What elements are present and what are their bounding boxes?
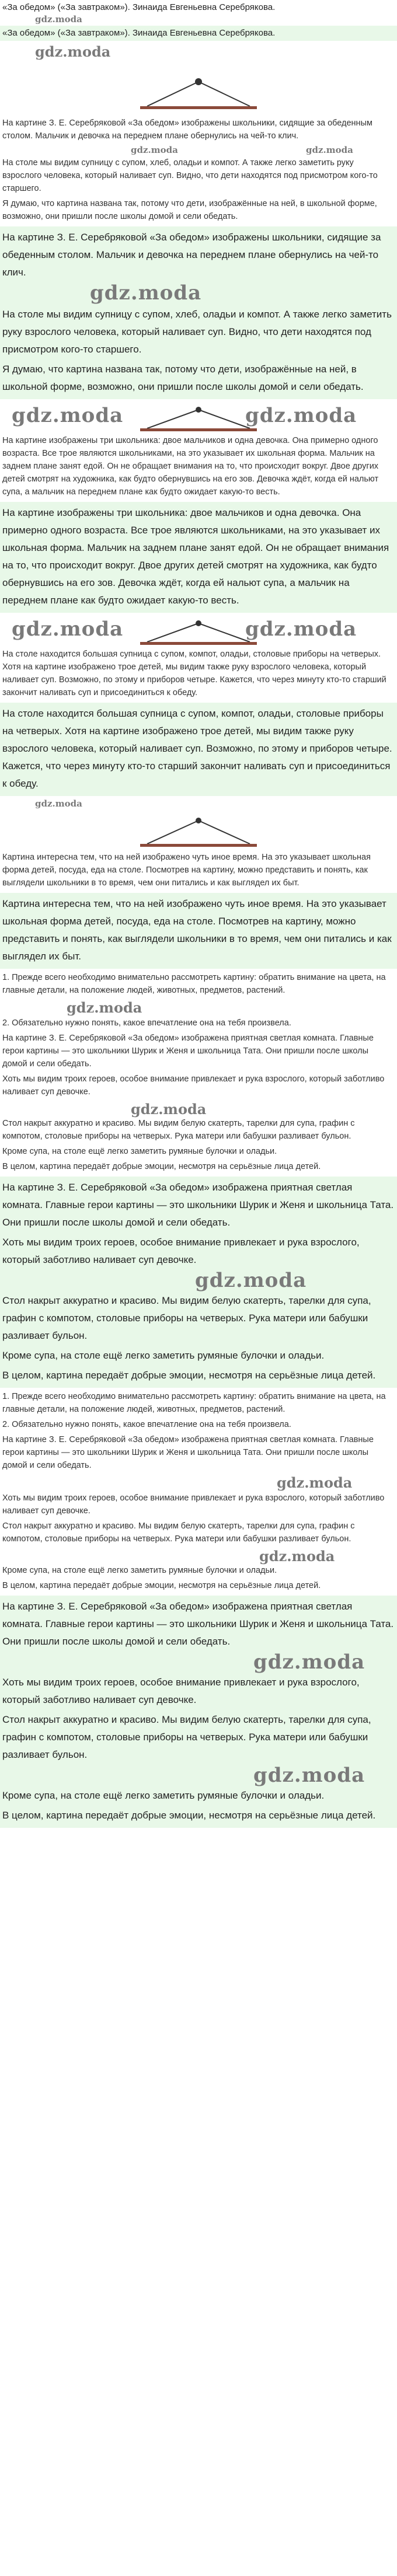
essay-paragraph: Кроме супа, на столе ещё легко заметить румяные булочки и оладьи. [2,1350,325,1361]
essay-step: 2. Обязательно нужно понять, какое впечатление она на тебя произвела. [2,1420,291,1429]
essay-paragraph: На картине З. Е. Серебряковой «За обедом» изображена приятная светлая комната. Главные герои картины — это школьники Шурик и Женя и школьница Тата. Они пришли после школы домой и сели обедать. [2,1182,394,1228]
essay-paragraph: В целом, картина передаёт добрые эмоции, несмотря на серьёзные лица детей. [2,1162,321,1171]
watermark: gdz.moda [259,1548,335,1565]
essay-paragraph: Хоть мы видим троих героев, особое внимание привлекает и рука взрослого, который заботливо наливает суп девочке. [2,1493,385,1516]
divider-triangle [0,74,397,114]
essay-big-2 [0,1596,397,1828]
essay-paragraph: Хоть мы видим троих героев, особое внимание привлекает и рука взрослого, который заботливо наливает суп девочке. [2,1677,360,1705]
watermark: gdz.moda [12,404,124,427]
essay-paragraph: Стол накрыт аккуратно и красиво. Мы видим белую скатерть, тарелки для супа, графин с компотом, столовые приборы на четверых. Рука матери или бабушки разливает бульон. [2,1119,355,1141]
answer-paragraph: На столе мы видим супницу с супом, хлеб, оладьи и компот. А также легко заметить руку взрослого человека, который наливает суп. Видно, что дети находятся под присмотром кого-то старшего. [2,309,392,355]
essay-paragraph: В целом, картина передаёт добрые эмоции, несмотря на серьёзные лица детей. [2,1581,321,1590]
answer-4-small [0,849,397,893]
triangle-divider-icon [140,620,257,647]
essay-small-2 [0,1388,397,1596]
watermark: gdz.moda [12,617,124,641]
answer-4-big [0,893,397,969]
answer-2-small [0,432,397,502]
answer-1-small [0,114,397,226]
essay-step: 2. Обязательно нужно понять, какое впечатление она на тебя произвела. [2,1018,291,1028]
answer-paragraph: Картина интересна тем, что на ней изображено чуть иное время. На это указывает школьная форма детей, посуда, еда на столе. Посмотрев на картину, можно представить и понять, как выглядели школьники в то время, чем они питались и как выглядел их быт. [2,853,371,888]
answer-paragraph: На столе находится большая супница с супом, компот, оладьи, столовые приборы на четверых. Хотя на картине изображено трое детей, мы видим также руку взрослого человека, который наливает суп. Возможно, по этому и приборов четыре. Кажется, что через минуту кто-то старший закончит наливать суп и присоединиться к обеду. [2,708,392,789]
essay-small [0,969,397,1177]
essay-step: 1. Прежде всего необходимо внимательно рассмотреть картину: обратить внимание на цвета, на главные детали, на положение людей, животных, предметов, растений. [2,1392,386,1414]
answer-paragraph: На картине изображены три школьника: двое мальчиков и одна девочка. Она примерно одного возраста. Все трое являются школьниками, на это указывает их школьная форма. Мальчик на заднем плане занят едой. Он не обращает внимания на то, что происходит вокруг. Двое других детей смотрят на художника, как будто обернувшись на его зов. Девочка ждёт, когда ей нальют супа, а мальчик на переднем плане как будто ожидает какую-то весть. [2,507,389,606]
answer-paragraph: На картине З. Е. Серебряковой «За обедом» изображены школьники, сидящие за обеденным столом. Мальчик и девочка на переднем плане обернулись на чей-то клич. [2,232,381,278]
essay-paragraph: На картине З. Е. Серебряковой «За обедом» изображена приятная светлая комната. Главные герои картины — это школьники Шурик и Женя и школьница Тата. Они пришли после школы домой и сели обедать. [2,1601,394,1647]
essay-paragraph: В целом, картина передаёт добрые эмоции, несмотря на серьёзные лица детей. [2,1370,376,1381]
essay-paragraph: На картине З. Е. Серебряковой «За обедом» изображена приятная светлая комната. Главные герои картины — это школьники Шурик и Женя и школьница Тата. Они пришли после школы домой и сели обедать. [2,1435,374,1470]
essay-paragraph: Стол накрыт аккуратно и красиво. Мы видим белую скатерть, тарелки для супа, графин с компотом, столовые приборы на четверых. Рука матери или бабушки разливает бульон. [2,1521,355,1544]
watermark: gdz.moda [67,999,142,1016]
answer-paragraph: Картина интересна тем, что на ней изображено чуть иное время. На это указывает школьная форма детей, посуда, еда на столе. Посмотрев на картину, можно представить и понять, как выглядели школьники в то время, чем они питались и как выглядел их быт. [2,898,392,962]
watermark: gdz.moda [277,1474,353,1491]
watermark: gdz.moda [35,798,82,809]
answer-paragraph: На столе мы видим супницу с супом, хлеб, оладьи и компот. А также легко заметить руку взрослого человека, который наливает суп. Видно, что дети находятся под присмотром кого-то старшего. [2,158,378,193]
essay-paragraph: Хоть мы видим троих героев, особое внимание привлекает и рука взрослого, который заботливо наливает суп девочке. [2,1237,360,1265]
watermark: gdz.moda [35,14,82,25]
answer-3-small [0,645,397,703]
divider-triangle [0,403,397,432]
answer-3-big [0,703,397,796]
essay-paragraph: В целом, картина передаёт добрые эмоции, несмотря на серьёзные лица детей. [2,1810,376,1821]
essay-step: 1. Прежде всего необходимо внимательно рассмотреть картину: обратить внимание на цвета, на главные детали, на положение людей, животных, предметов, растений. [2,973,386,995]
answer-paragraph: На столе находится большая супница с супом, компот, оладьи, столовые приборы на четверых. Хотя на картине изображено трое детей, мы видим также руку взрослого человека, который наливает суп. Возможно, по этому и приборов четыре. Кажется, что через минуту кто-то старший закончит наливать суп и присоединиться к обеду. [2,650,386,697]
answer-2-big [0,502,397,613]
answer-paragraph: Я думаю, что картина названа так, потому что дети, изображённые на ней, в школьной форме, возможно, они пришли после школы домой и сели обедать. [2,364,364,392]
watermark: gdz.moda [90,281,202,305]
answer-1-big [0,226,397,399]
watermark: gdz.moda [253,1650,365,1674]
watermark: gdz.moda [131,145,178,155]
answer-paragraph: На картине З. Е. Серебряковой «За обедом» изображены школьники, сидящие за обеденным столом. Мальчик и девочка на переднем плане обернулись на чей-то клич. [2,118,372,141]
essay-paragraph: Кроме супа, на столе ещё легко заметить румяные булочки и оладьи. [2,1566,277,1575]
answer-paragraph: На картине изображены три школьника: двое мальчиков и одна девочка. Она примерно одного возраста. Все трое являются школьниками, на это указывает их школьная форма. Мальчик на заднем плане занят едой. Он не обращает внимания на то, что происходит вокруг. Двое других детей смотрят на художника, как будто обернувшись на его зов. Девочка ждёт, когда ей нальют супа, а мальчик на переднем плане как будто ожидает какую-то весть. [2,436,379,497]
divider-triangle [0,616,397,645]
essay-paragraph: Кроме супа, на столе ещё легко заметить румяные булочки и оладьи. [2,1147,277,1156]
triangle-divider-icon [140,817,257,850]
essay-paragraph: Кроме супа, на столе ещё легко заметить румяные булочки и оладьи. [2,1790,325,1801]
page-subtitle: «За обедом» («За завтраком»). Зинаида Евгеньевна Серебрякова. [0,26,397,41]
essay-big [0,1177,397,1388]
watermark: gdz.moda [245,617,357,641]
triangle-divider-icon [140,77,257,112]
triangle-divider-icon [140,406,257,433]
watermark: gdz.moda [306,145,353,155]
watermark: gdz.moda [245,404,357,427]
divider-triangle [0,814,397,849]
watermark: gdz.moda [253,1764,365,1787]
essay-paragraph: Стол накрыт аккуратно и красиво. Мы видим белую скатерть, тарелки для супа, графин с компотом, столовые приборы на четверых. Рука матери или бабушки разливает бульон. [2,1295,371,1341]
answer-paragraph: Я думаю, что картина названа так, потому что дети, изображённые на ней, в школьной форме, возможно, они пришли после школы домой и сели обедать. [2,199,377,221]
watermark: gdz.moda [131,1101,207,1118]
watermark: gdz.moda [35,43,111,60]
essay-paragraph: Стол накрыт аккуратно и красиво. Мы видим белую скатерть, тарелки для супа, графин с компотом, столовые приборы на четверых. Рука матери или бабушки разливает бульон. [2,1714,371,1760]
page-title: «За обедом» («За завтраком»). Зинаида Евгеньевна Серебрякова. [2,2,276,12]
watermark: gdz.moda [195,1269,307,1292]
essay-paragraph: На картине З. Е. Серебряковой «За обедом» изображена приятная светлая комната. Главные герои картины — это школьники Шурик и Женя и школьница Тата. Они пришли после школы домой и сели обедать. [2,1034,374,1069]
essay-paragraph: Хоть мы видим троих героев, особое внимание привлекает и рука взрослого, который заботливо наливает суп девочке. [2,1074,385,1097]
